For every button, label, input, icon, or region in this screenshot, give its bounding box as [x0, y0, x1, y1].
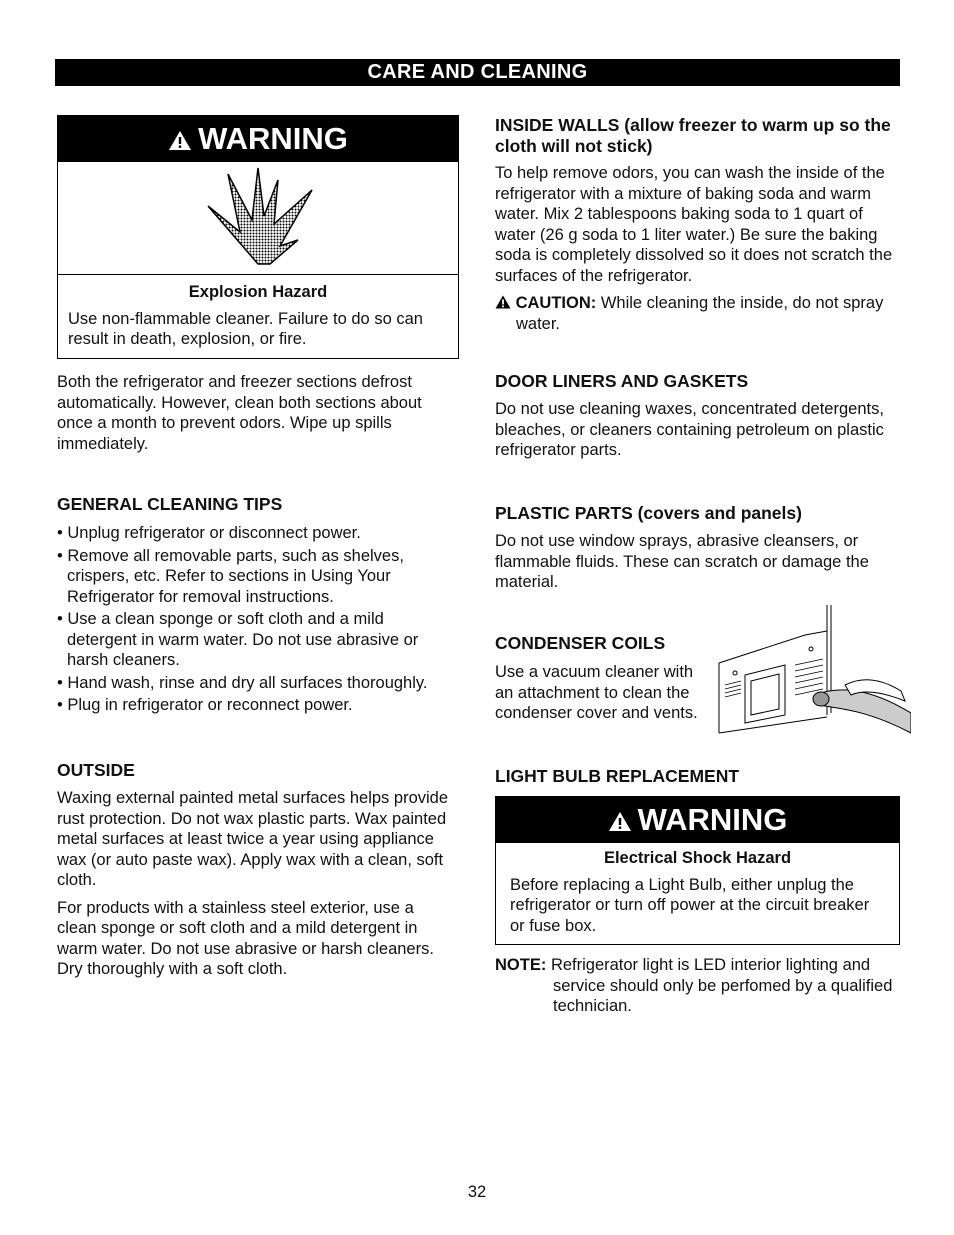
warning-triangle-icon: [608, 811, 632, 832]
plastic-parts-text: Do not use window sprays, abrasive cleansers, or flammable fluids. These can scratch or damage the material.: [495, 532, 869, 591]
warning-label: WARNING: [198, 121, 348, 156]
general-cleaning-section: [57, 494, 457, 718]
caution-body: While cleaning the inside, do not spray water.: [516, 294, 884, 333]
light-bulb-section: [495, 766, 905, 1017]
list-item: • Unplug refrigerator or disconnect power.: [57, 524, 361, 542]
hazard-text: Before replacing a Light Bulb, either unplug the refrigerator or turn off power at the circuit breaker or fuse box.: [510, 875, 870, 935]
condenser-title: CONDENSER COILS: [495, 633, 666, 653]
condenser-text: Use a vacuum cleaner with an attachment to clean the condenser cover and vents.: [495, 663, 698, 722]
page-number: 32: [467, 1183, 487, 1201]
general-cleaning-list: [57, 523, 457, 716]
note-label: NOTE:: [495, 956, 547, 974]
shock-warning-box: [495, 796, 900, 945]
caution-text: [495, 293, 905, 334]
hazard-title: Explosion Hazard: [188, 283, 328, 301]
outside-title: OUTSIDE: [57, 760, 135, 780]
condenser-section: [495, 633, 710, 724]
inside-walls-text: To help remove odors, you can wash the inside of the refrigerator with a mixture of baking soda and warm water. Mix 2 tablespoons baking soda to 1 quart of water (26 g soda to 1 liter water.) Be sure the baking soda is completely dissolved so it does not scratch the surfaces of the refrigerator.: [495, 164, 893, 285]
intro-text: Both the refrigerator and freezer sections defrost automatically. However, clean both sections about once a month to prevent odors. Wipe up spills immediately.: [57, 373, 422, 453]
list-item: • Use a clean sponge or soft cloth and a mild detergent in warm water. Do not use abrasive or harsh cleaners.: [57, 610, 419, 669]
inside-walls-title: INSIDE WALLS (allow freezer to warm up so the cloth will not stick): [495, 115, 891, 156]
hazard-text: Use non-flammable cleaner. Failure to do so can result in death, explosion, or fire.: [68, 309, 423, 348]
explosion-icon-area: [58, 162, 458, 275]
section-banner: CARE AND CLEANING: [55, 59, 900, 86]
warning-header: [496, 797, 899, 843]
door-liners-title: DOOR LINERS AND GASKETS: [495, 371, 749, 391]
explosion-warning-box: [57, 115, 459, 359]
light-bulb-title: LIGHT BULB REPLACEMENT: [495, 766, 740, 786]
warning-triangle-icon: [168, 130, 192, 151]
warning-body: [58, 275, 458, 358]
note-text: [495, 955, 905, 1017]
warning-body: [496, 843, 899, 944]
warning-header: [58, 116, 458, 162]
left-column: [57, 115, 457, 359]
door-liners-section: [495, 371, 905, 461]
outside-text-2: For products with a stainless steel exterior, use a clean sponge or soft cloth and a mild detergent in warm water. Do not use abrasive or harsh cleaners. Dry thoroughly with a soft cloth.: [57, 898, 434, 978]
general-cleaning-title: GENERAL CLEANING TIPS: [57, 494, 283, 514]
list-item: • Hand wash, rinse and dry all surfaces thoroughly.: [57, 673, 428, 692]
list-item: • Remove all removable parts, such as shelves, crispers, etc. Refer to sections in Using Your Refrigerator for removal instructions.: [57, 546, 404, 606]
warning-label: WARNING: [637, 802, 788, 837]
list-item: • Plug in refrigerator or reconnect power.: [57, 696, 353, 714]
explosion-icon: [198, 166, 318, 270]
note-body: Refrigerator light is LED interior lighting and service should only be perfomed by a qualified technician.: [550, 956, 893, 1015]
outside-section: [57, 760, 457, 980]
door-liners-text: Do not use cleaning waxes, concentrated detergents, bleaches, or cleaners containing petroleum on plastic refrigerator parts.: [495, 400, 884, 459]
inside-walls-section: [495, 115, 905, 334]
hazard-title: Electrical Shock Hazard: [603, 849, 792, 867]
plastic-parts-title: PLASTIC PARTS (covers and panels): [495, 503, 802, 523]
vacuum-condenser-illustration: [715, 605, 911, 735]
caution-triangle-icon: [495, 295, 511, 309]
outside-text-1: Waxing external painted metal surfaces helps provide rust protection. Do not wax plastic parts. Wax painted metal surfaces at least twice a year using appliance wax (or auto paste wax). Apply wax with a clean, soft cloth.: [57, 789, 449, 889]
plastic-parts-section: [495, 503, 905, 593]
caution-label: CAUTION:: [515, 294, 597, 312]
